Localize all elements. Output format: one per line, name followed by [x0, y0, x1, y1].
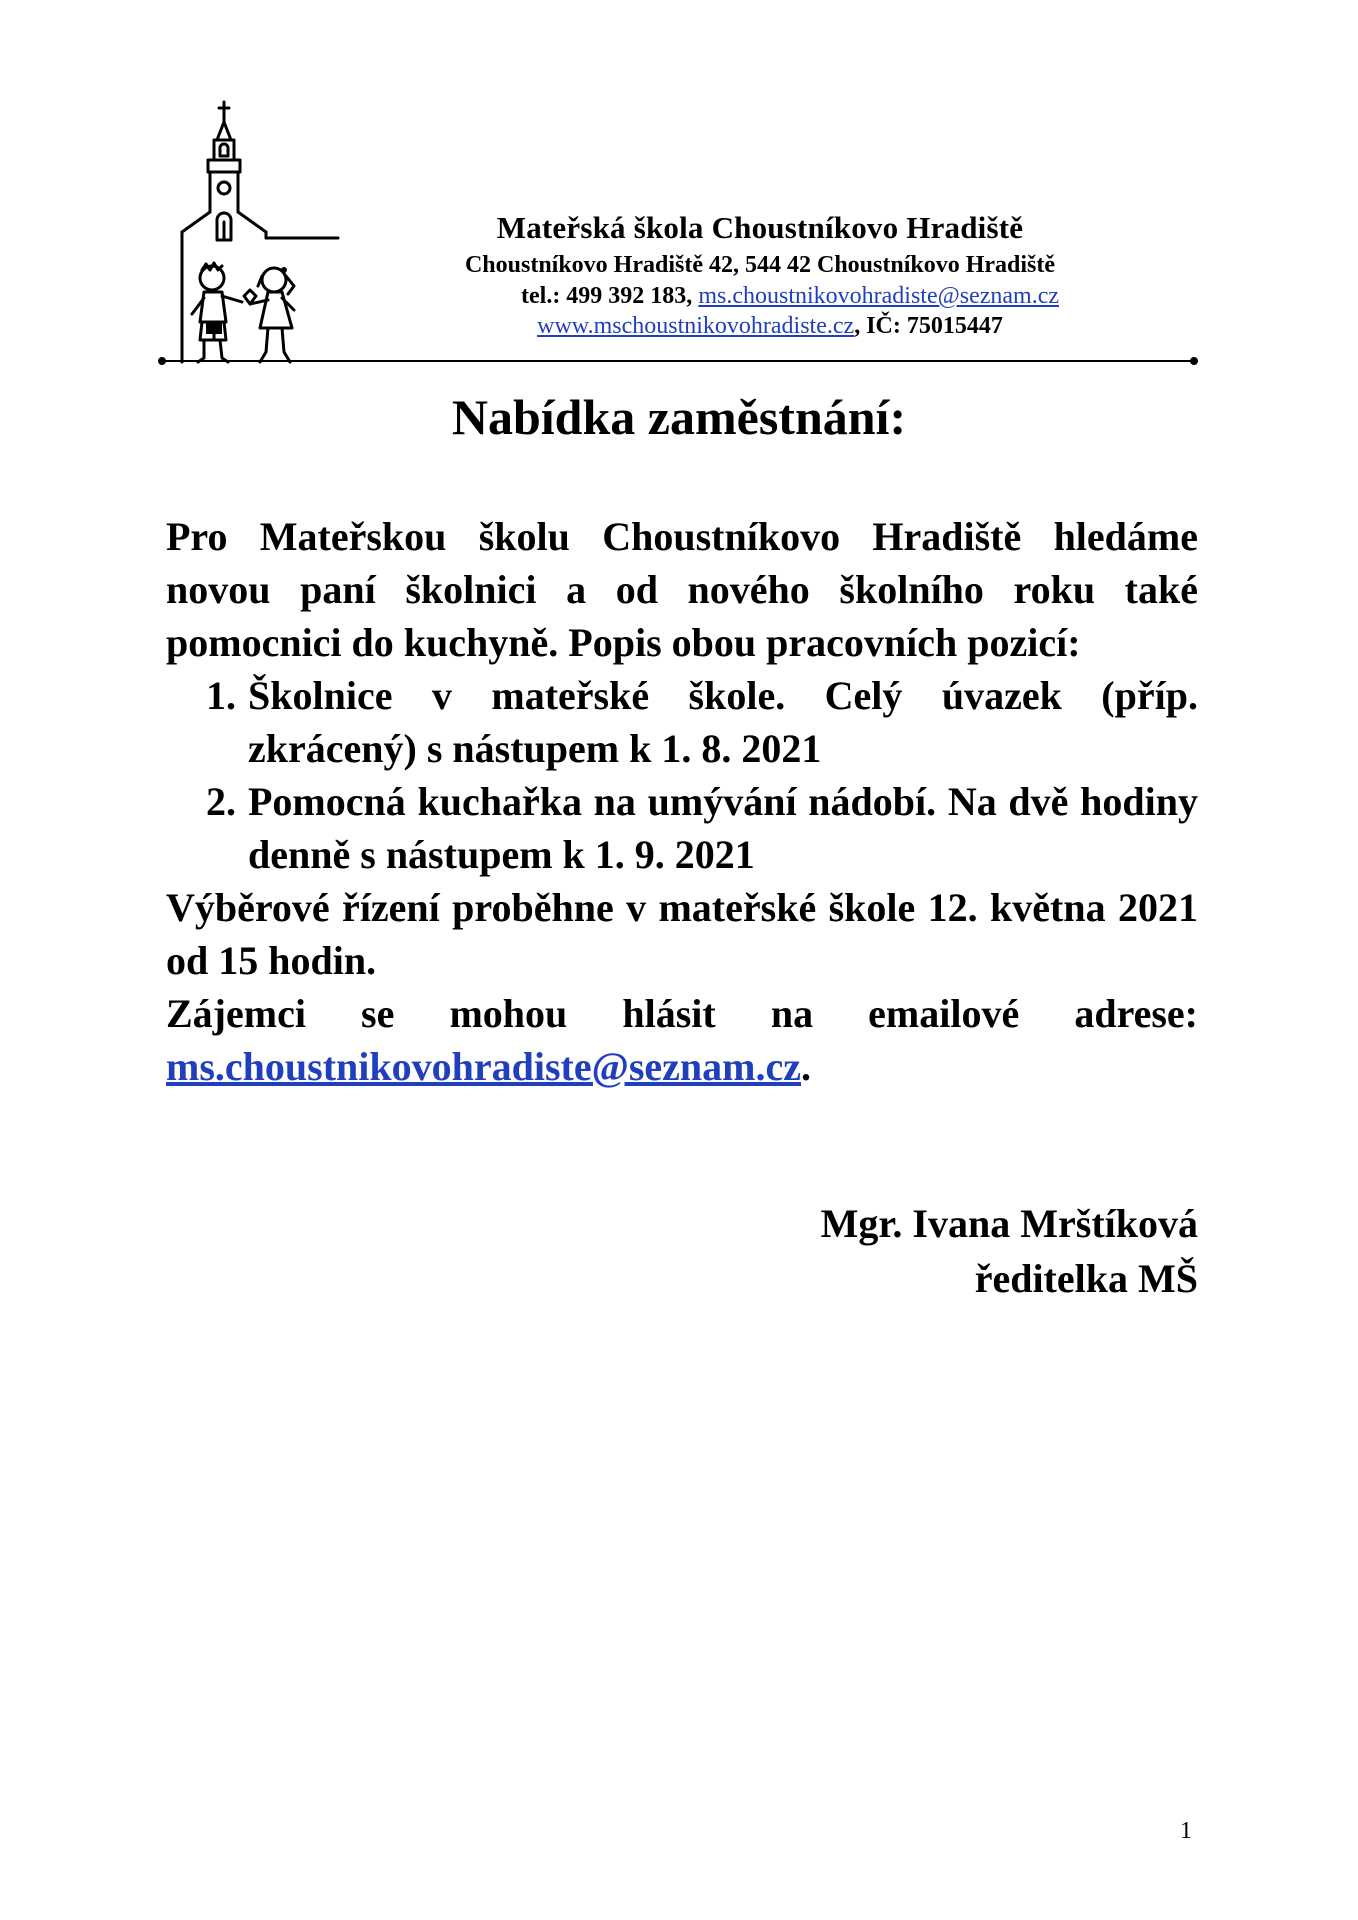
selection-paragraph: Výběrové řízení proběhne v mateřské škole 12. května 2021 od 15 hodin. [166, 885, 1198, 983]
signature-name: Mgr. Ivana Mrštíková [820, 1201, 1198, 1246]
intro-paragraph: Pro Mateřskou školu Choustníkovo Hradiště hledáme novou paní školnici a od nového školního roku také pomocnici do kuchyně. Popis obou pracovních pozicí: [166, 514, 1198, 665]
signature-role: ředitelka MŠ [974, 1256, 1198, 1301]
contact-text: Zájemci se mohou hlásit na emailové adrese: [166, 991, 1198, 1036]
contact-paragraph [166, 987, 1198, 1093]
ico-label: , IČ: 75015447 [854, 312, 1003, 339]
letterhead [380, 210, 1140, 340]
document-title: Nabídka zaměstnání: [451, 389, 907, 445]
school-web [380, 313, 1140, 341]
positions-list [166, 669, 1198, 881]
list-item [166, 669, 1198, 775]
signature-block [166, 1196, 1198, 1306]
list-item-text: Školnice v mateřské škole. Celý úvazek (příp. zkrácený) s nástupem k 1. 8. 2021 [248, 673, 1198, 771]
school-logo [170, 100, 340, 366]
phone-label: tel.: 499 392 183, [521, 283, 699, 310]
divider-dot-right [1190, 357, 1198, 365]
contact-email-link[interactable]: ms.choustnikovohradiste@seznam.cz [166, 1044, 801, 1089]
list-item-text: Pomocná kuchařka na umývání nádobí. Na dvě hodiny denně s nástupem k 1. 9. 2021 [248, 779, 1198, 877]
school-contact [380, 283, 1140, 311]
school-name: Mateřská škola Choustníkovo Hradiště [496, 210, 1024, 245]
document-body [166, 510, 1198, 1093]
list-item [166, 775, 1198, 881]
divider-dot-left [158, 357, 166, 365]
list-item-number: 2. [206, 779, 236, 824]
school-address: Choustníkovo Hradiště 42, 544 42 Choustníkovo Hradiště [464, 251, 1056, 278]
website-link[interactable]: www.mschoustnikovohradiste.cz [537, 312, 855, 339]
page-number: 1 [1180, 1818, 1192, 1844]
list-item-number: 1. [206, 673, 236, 718]
letterhead-email-link[interactable]: ms.choustnikovohradiste@seznam.cz [698, 283, 1059, 310]
header-divider [162, 360, 1194, 362]
contact-end: . [800, 1044, 811, 1089]
